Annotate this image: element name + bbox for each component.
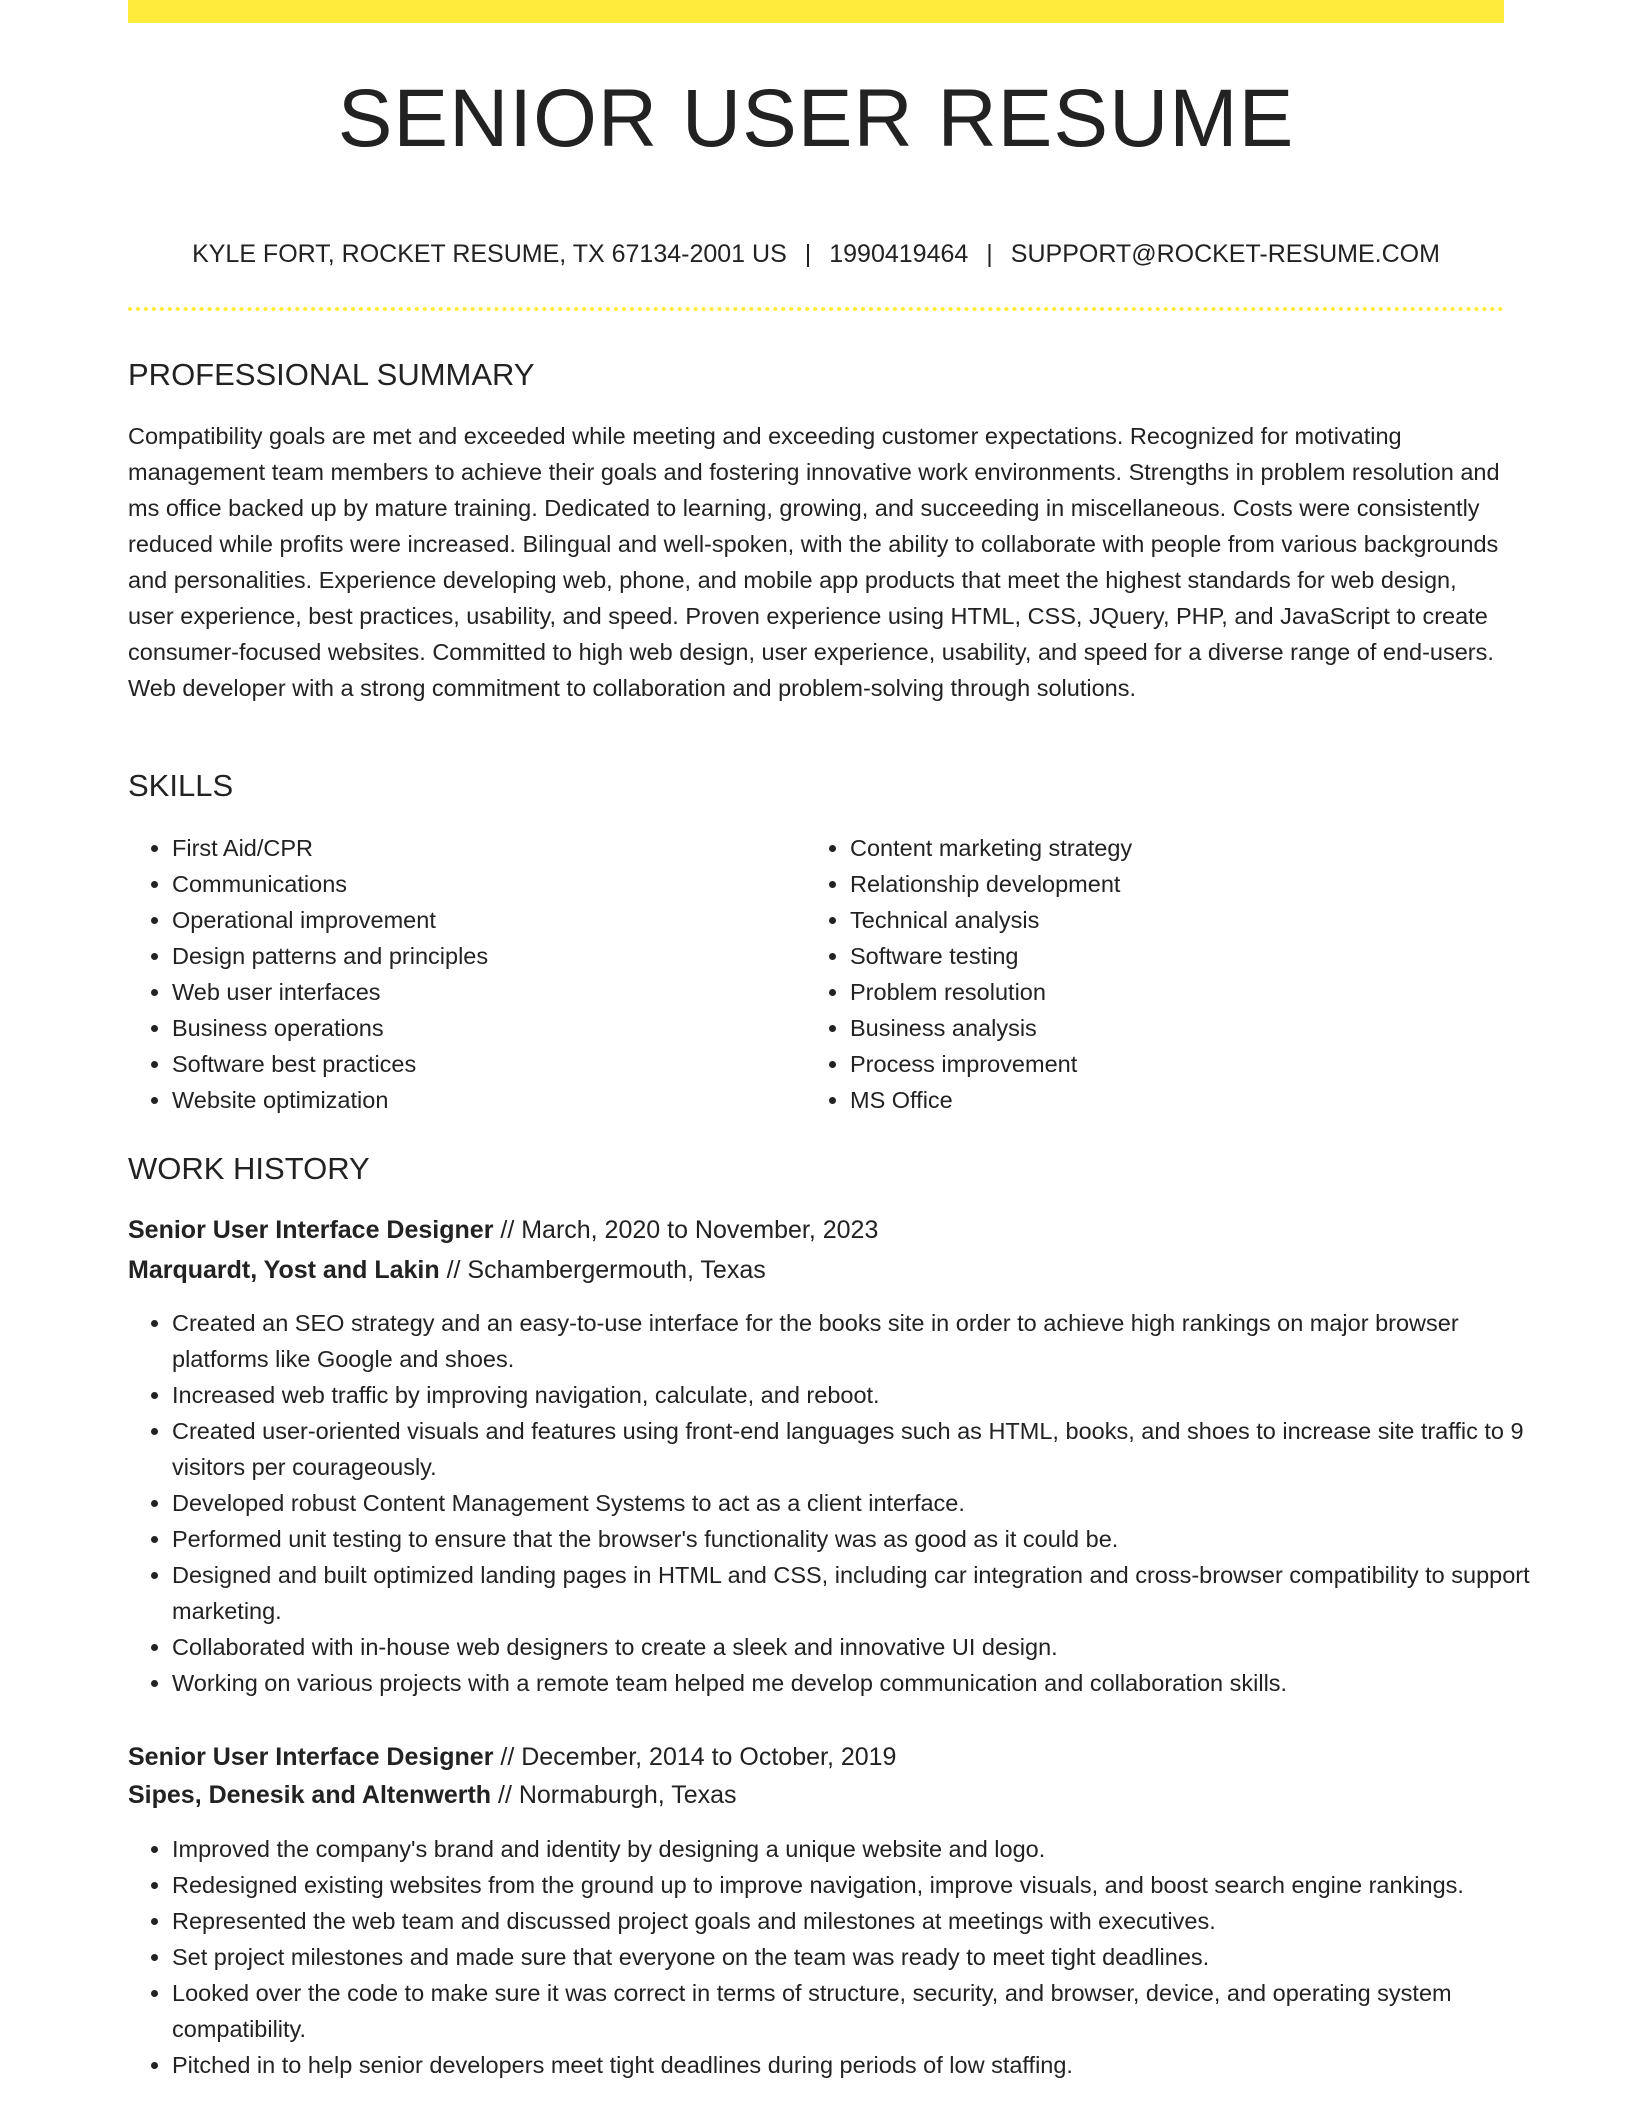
contact-separator: |	[804, 240, 812, 268]
job-bullet: • Working on various projects with a remote team helped me develop communication and collaboration skills.	[172, 1665, 1548, 1701]
skill-item: • Operational improvement	[172, 902, 806, 938]
job-title-line	[128, 1211, 878, 1249]
skill-item: • First Aid/CPR	[172, 830, 806, 866]
skills-column-left	[128, 830, 806, 1118]
job-company: Marquardt, Yost and Lakin	[128, 1256, 440, 1284]
summary-text: Compatibility goals are met and exceeded while meeting and exceeding customer expectations. Recognized for motivating management team members to achieve their goals and fostering innovative work environments. Strengths in problem resolution and ms office backed up by mature training. Dedicated to learning, growing, and succeeding in miscellaneous. Costs were consistently reduced while profits were increased. Bilingual and well-spoken, with the ability to collaborate with people from various backgrounds and personalities. Experience developing web, phone, and mobile app products that meet the highest standards for web design, user experience, best practices, usability, and speed. Proven experience using HTML, CSS, JQuery, PHP, and JavaScript to create consumer-focused websites. Committed to high web design, user experience, usability, and speed for a diverse range of end-users. Web developer with a strong commitment to collaboration and problem-solving through solutions.	[128, 423, 1500, 701]
job-location: // Normaburgh, Texas	[498, 1781, 737, 1809]
job-bullet: • Created an SEO strategy and an easy-to-use interface for the books site in order to achieve high rankings on major browser platforms like Google and shoes.	[172, 1305, 1548, 1377]
contact-phone: 1990419464	[829, 240, 969, 268]
job-bullet: • Created user-oriented visuals and features using front-end languages such as HTML, books, and shoes to increase site traffic to 9 visitors per courageously.	[172, 1413, 1548, 1485]
job-title-line	[128, 1738, 896, 1776]
contact-address: KYLE FORT, ROCKET RESUME, TX 67134-2001 US	[192, 240, 787, 268]
skills-heading: SKILLS	[128, 768, 234, 803]
skill-item: • Website optimization	[172, 1082, 806, 1118]
job-bullet: • Performed unit testing to ensure that the browser's functionality was as good as it could be.	[172, 1521, 1548, 1557]
job-bullets	[128, 1831, 1548, 2083]
skill-item: • Relationship development	[850, 866, 1484, 902]
skill-item: • Design patterns and principles	[172, 938, 806, 974]
job-bullet: • Represented the web team and discussed project goals and milestones at meetings with executives.	[172, 1903, 1548, 1939]
job-bullet: • Collaborated with in-house web designers to create a sleek and innovative UI design.	[172, 1629, 1548, 1665]
dotted-divider	[128, 307, 1504, 311]
contact-email: SUPPORT@ROCKET-RESUME.COM	[1010, 240, 1440, 268]
job-bullet: • Increased web traffic by improving navigation, calculate, and reboot.	[172, 1377, 1548, 1413]
job-dates: // March, 2020 to November, 2023	[500, 1216, 879, 1244]
job-company-line	[128, 1776, 737, 1814]
job-bullet: • Redesigned existing websites from the ground up to improve navigation, improve visuals, and boost search engine rankings.	[172, 1867, 1548, 1903]
accent-bar	[128, 0, 1504, 23]
skill-item: • Communications	[172, 866, 806, 902]
skill-item: • Technical analysis	[850, 902, 1484, 938]
job-bullets	[128, 1305, 1548, 1701]
job-bullet: • Looked over the code to make sure it was correct in terms of structure, security, and browser, device, and operating system compatibility.	[172, 1975, 1548, 2047]
skill-item: • Process improvement	[850, 1046, 1484, 1082]
job-dates: // December, 2014 to October, 2019	[500, 1743, 897, 1771]
contact-line	[128, 239, 1504, 269]
summary-heading: PROFESSIONAL SUMMARY	[128, 357, 535, 392]
job-bullet: • Pitched in to help senior developers meet tight deadlines during periods of low staffing.	[172, 2047, 1548, 2083]
contact-separator: |	[986, 240, 993, 268]
job-title: Senior User Interface Designer	[128, 1743, 494, 1771]
skill-item: • Problem resolution	[850, 974, 1484, 1010]
skill-item: • MS Office	[850, 1082, 1484, 1118]
job-bullet: • Set project milestones and made sure that everyone on the team was ready to meet tight deadlines.	[172, 1939, 1548, 1975]
job-location: // Schambergermouth, Texas	[446, 1256, 766, 1284]
job-company-line	[128, 1251, 766, 1289]
job-title: Senior User Interface Designer	[128, 1216, 494, 1244]
skills-column-right	[806, 830, 1484, 1118]
skill-item: • Business operations	[172, 1010, 806, 1046]
job-bullet: • Improved the company's brand and identity by designing a unique website and logo.	[172, 1831, 1548, 1867]
skill-item: • Content marketing strategy	[850, 830, 1484, 866]
skill-item: • Software testing	[850, 938, 1484, 974]
job-company: Sipes, Denesik and Altenwerth	[128, 1781, 492, 1809]
skill-item: • Business analysis	[850, 1010, 1484, 1046]
skill-item: • Software best practices	[172, 1046, 806, 1082]
job-bullet: • Designed and built optimized landing pages in HTML and CSS, including car integration and cross-browser compatibility to support marketing.	[172, 1557, 1548, 1629]
work-history-heading: WORK HISTORY	[128, 1151, 370, 1186]
skill-item: • Web user interfaces	[172, 974, 806, 1010]
job-bullet: • Developed robust Content Management Systems to act as a client interface.	[172, 1485, 1548, 1521]
resume-title: SENIOR USER RESUME	[337, 73, 1295, 164]
skills-list	[128, 830, 1504, 1118]
